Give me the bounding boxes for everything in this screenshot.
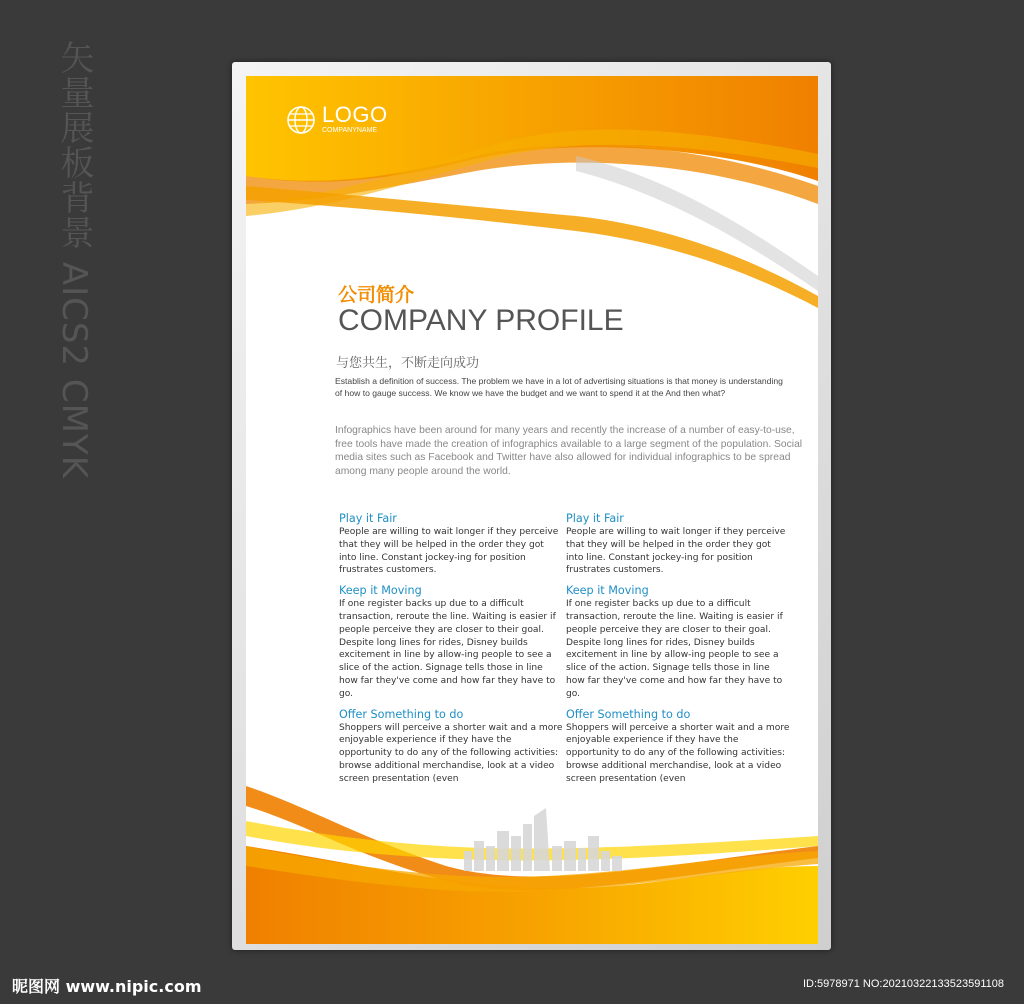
section-body: People are willing to wait longer if they perceive that they will be helped in the order they got into line. Constant jockey-ing for position frustrates customers.	[339, 527, 559, 576]
side-label-en: AICS2 CMYK	[54, 261, 94, 479]
content-column-right	[566, 512, 791, 793]
side-label-cn: 矢量展板背景	[54, 40, 94, 250]
company-logo	[286, 104, 388, 136]
section-body: Shoppers will perceive a shorter wait and a more enjoyable experience if they have the opportunity to do any of the following activities: browse additional merchandise, look at a video screen presentation (even	[339, 722, 563, 784]
page-title: COMPANY PROFILE	[338, 304, 624, 337]
section-heading: Offer Something to do	[339, 707, 464, 721]
body-paragraph: Infographics have been around for many years and recently the increase of a number of easy-to-use, free tools have made the creation of infographics available to a large segment of the population. Social media sites such as Facebook and Twitter have also allowed for individual infographics to be spread among many people around the world.	[335, 425, 803, 477]
image-id: ID:5978971 NO:20210322133523591108	[802, 978, 1004, 990]
company-name: COMPANYNAME	[322, 127, 378, 134]
section-heading: Play it Fair	[339, 512, 397, 525]
intro-text: Establish a definition of success. The problem we have in a lot of advertising situations is that money is understanding of how to gauge success. We know we have the budget and we want to spend it at the And then what?	[335, 376, 783, 398]
globe-icon	[286, 105, 316, 135]
poster	[246, 76, 818, 944]
section-heading: Play it Fair	[566, 512, 624, 525]
content-column-left	[339, 512, 564, 793]
cn-title: 公司简介	[338, 284, 415, 306]
site-watermark: 昵图网 www.nipic.com	[12, 977, 202, 996]
section-heading: Keep it Moving	[566, 584, 649, 598]
city-skyline-icon	[464, 808, 622, 871]
section-body: People are willing to wait longer if they perceive that they will be helped in the order they got into line. Constant jockey-ing for position frustrates customers.	[566, 527, 786, 576]
top-wave-stripe-3	[246, 186, 818, 308]
section-body: Shoppers will perceive a shorter wait and a more enjoyable experience if they have the opportunity to do any of the following activities: browse additional merchandise, look at a video screen presentation (even	[566, 722, 790, 784]
logo-text: LOGO	[322, 102, 388, 127]
slogan: 与您共生，不断走向成功	[336, 356, 480, 371]
section-body: If one register backs up due to a difficult transaction, reroute the line. Waiting is easier if people perceive they are closer to their goal. Despite long lines for rides, Disney builds excitement in line by allow-ing people to see a slice of the action. Signage tells those in line how far they've come and how far they have to go.	[566, 599, 783, 699]
side-label	[52, 40, 96, 479]
section-body: If one register backs up due to a difficult transaction, reroute the line. Waiting is easier if people perceive they are closer to their goal. Despite long lines for rides, Disney builds excitement in line by allow-ing people to see a slice of the action. Signage tells those in line how far they've come and how far they have to go.	[339, 599, 556, 699]
section-heading: Keep it Moving	[339, 584, 422, 598]
wave-decoration	[246, 76, 818, 944]
section-heading: Offer Something to do	[566, 707, 691, 721]
